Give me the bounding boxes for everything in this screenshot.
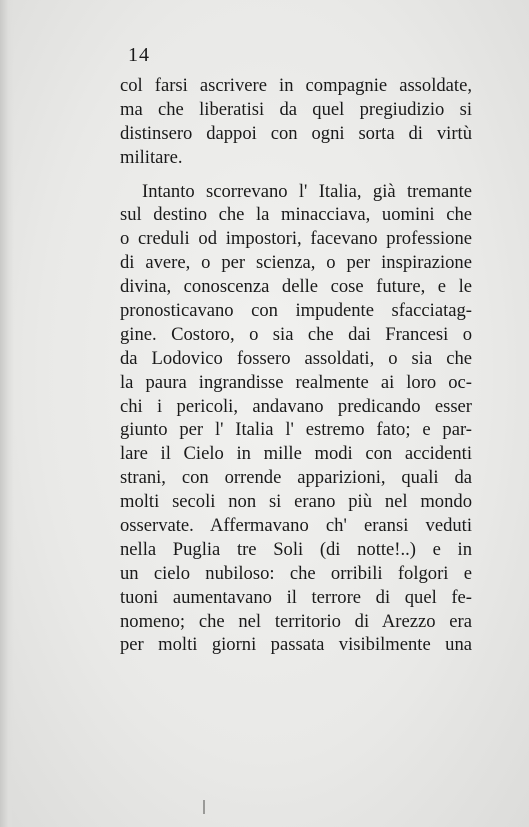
text-line: lare il Cielo in mille modi con accidenti: [120, 443, 472, 465]
text-line: distinsero dappoi con ogni sorta di virtù: [120, 122, 472, 144]
body-text: [120, 74, 472, 657]
paragraph-gap: [120, 170, 472, 180]
text-line: di avere, o per scienza, o per inspirazione: [120, 252, 472, 274]
text-line: osservate. Affermavano ch' eransi veduti: [120, 515, 472, 537]
page-number: 14: [128, 44, 150, 66]
text-line: divina, conoscenza delle cose future, e le: [120, 276, 472, 298]
text-line: per molti giorni passata visibilmente una: [120, 634, 472, 656]
text-line: chi i pericoli, andavano predicando esser: [120, 395, 472, 417]
text-line: la paura ingrandisse realmente ai loro oc-: [120, 371, 472, 393]
text-line: tuoni aumentavano il terrore di quel fe-: [120, 586, 472, 608]
paper-mark: [203, 800, 205, 814]
text-line: Intanto scorrevano l' Italia, già tremante: [142, 180, 472, 202]
text-line: col farsi ascrivere in compagnie assoldate,: [120, 75, 472, 96]
paragraph-2: [120, 180, 472, 658]
text-line: molti secoli non si erano più nel mondo: [120, 491, 472, 513]
text-line: un cielo nubiloso: che orribili folgori e: [120, 562, 472, 584]
text-line: strani, con orrende apparizioni, quali da: [120, 467, 472, 489]
text-line: nella Puglia tre Soli (di notte!..) e in: [120, 538, 472, 560]
text-line: pronosticavano con impudente sfacciatag-: [120, 300, 472, 322]
text-line: gine. Costoro, o sia che dai Francesi o: [120, 323, 472, 345]
text-line: ma che liberatisi da quel pregiudizio si: [120, 98, 472, 120]
text-line: giunto per l' Italia l' estremo fato; e par-: [120, 419, 472, 441]
text-line: da Lodovico fossero assoldati, o sia che: [120, 347, 472, 369]
paragraph-1: [120, 74, 472, 170]
page-gutter-shadow: [0, 0, 14, 827]
text-line: sul destino che la minacciava, uomini che: [120, 204, 472, 226]
text-line: militare.: [120, 146, 183, 168]
text-line: o creduli od impostori, facevano professione: [120, 228, 472, 250]
text-line: nomeno; che nel territorio di Arezzo era: [120, 610, 472, 632]
